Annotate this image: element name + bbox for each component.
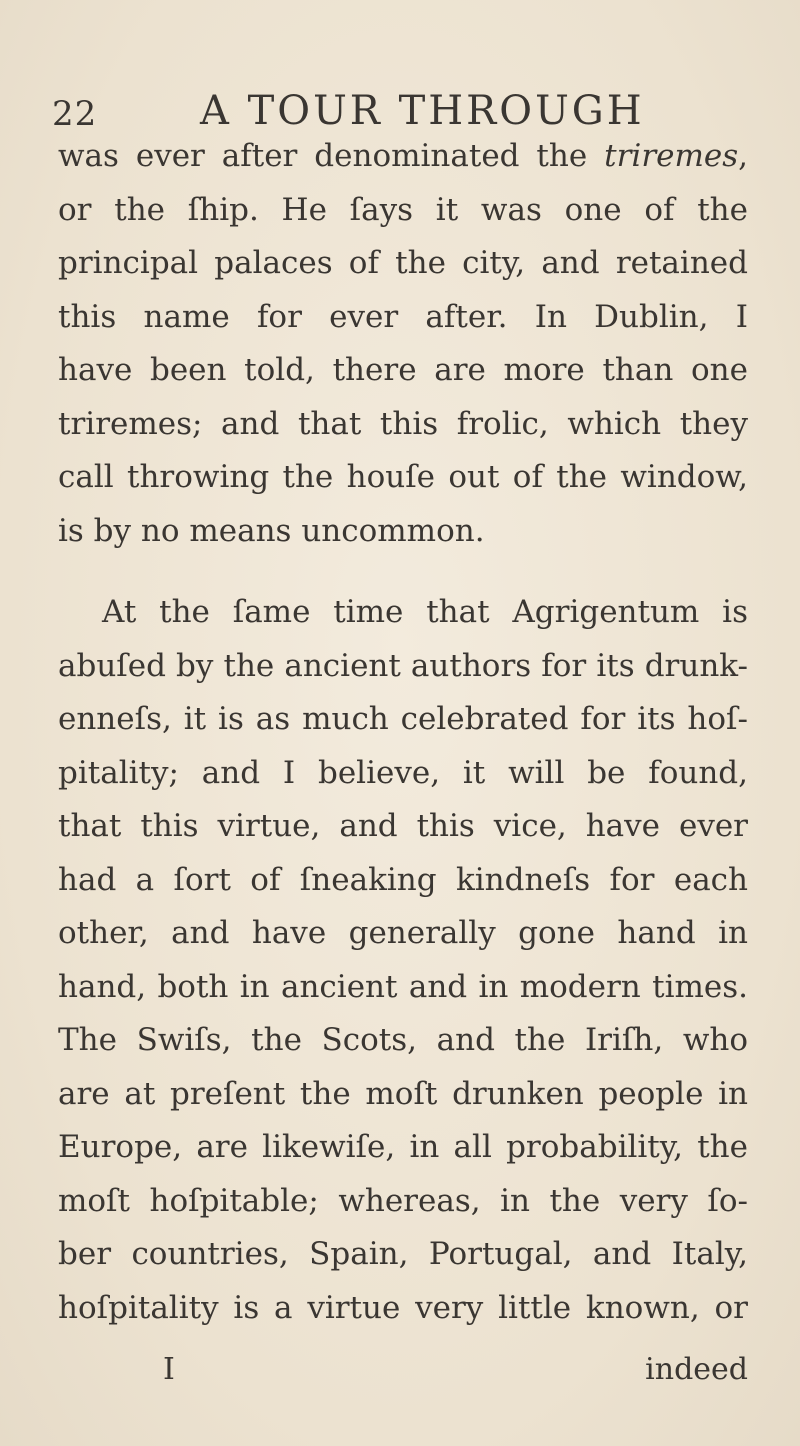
page-number: 22 [52, 94, 98, 134]
text-line: have been told, there are more than one [58, 352, 748, 388]
text-line: pitality; and I believe, it will be found, [58, 754, 748, 791]
catchword: indeed [645, 1352, 748, 1387]
text-line: abuſed by the ancient authors for its drunk- [58, 647, 748, 684]
text-line: this name for ever after. In Dublin, I [58, 298, 748, 335]
triremes-word-prefix: was ever after denominated the [58, 138, 605, 174]
italic-word-triremes: triremes [604, 138, 739, 174]
text-line: hand, both in ancient and in modern times. [58, 968, 748, 1005]
page-footer [58, 1352, 748, 1402]
text-line: are at preſent the moſt drunken people in [58, 1075, 748, 1112]
text-line: moſt hoſpitable; whereas, in the very ſo- [58, 1182, 748, 1219]
paragraph-gap [58, 558, 748, 586]
text-line: or the ſhip. He ſays it was one of the [58, 191, 748, 228]
running-title: A TOUR THROUGH [200, 88, 645, 134]
text-line [58, 130, 748, 184]
signature-mark: I [163, 1352, 175, 1387]
text-line: that this virtue, and this vice, have ever [58, 808, 748, 844]
text-line: The Swiſs, the Scots, and the Iriſh, who [58, 1022, 748, 1058]
text-line: triremes; and that this frolic, which they [58, 405, 748, 442]
text-line: hoſpitality is a virtue very little known, or [58, 1289, 748, 1326]
text-line: Europe, are likewiſe, in all probability, the [58, 1129, 748, 1165]
text-line: call throwing the houſe out of the window, [58, 459, 748, 495]
paragraph-2 [58, 586, 748, 1335]
paragraph-1 [58, 130, 748, 558]
text-line: ber countries, Spain, Portugal, and Italy, [58, 1236, 748, 1272]
text-line: is by no means uncommon. [58, 512, 485, 549]
text-line: other, and have generally gone hand in [58, 915, 748, 951]
text-line: had a ſort of ſneaking kindneſs for each [58, 861, 748, 898]
line-end-comma: , [738, 138, 748, 174]
text-line: principal palaces of the city, and retained [58, 245, 748, 281]
text-line: At the ſame time that Agrigentum is [102, 594, 748, 630]
body-text [58, 130, 748, 1335]
text-line: enneſs, it is as much celebrated for its hoſ- [58, 701, 748, 737]
